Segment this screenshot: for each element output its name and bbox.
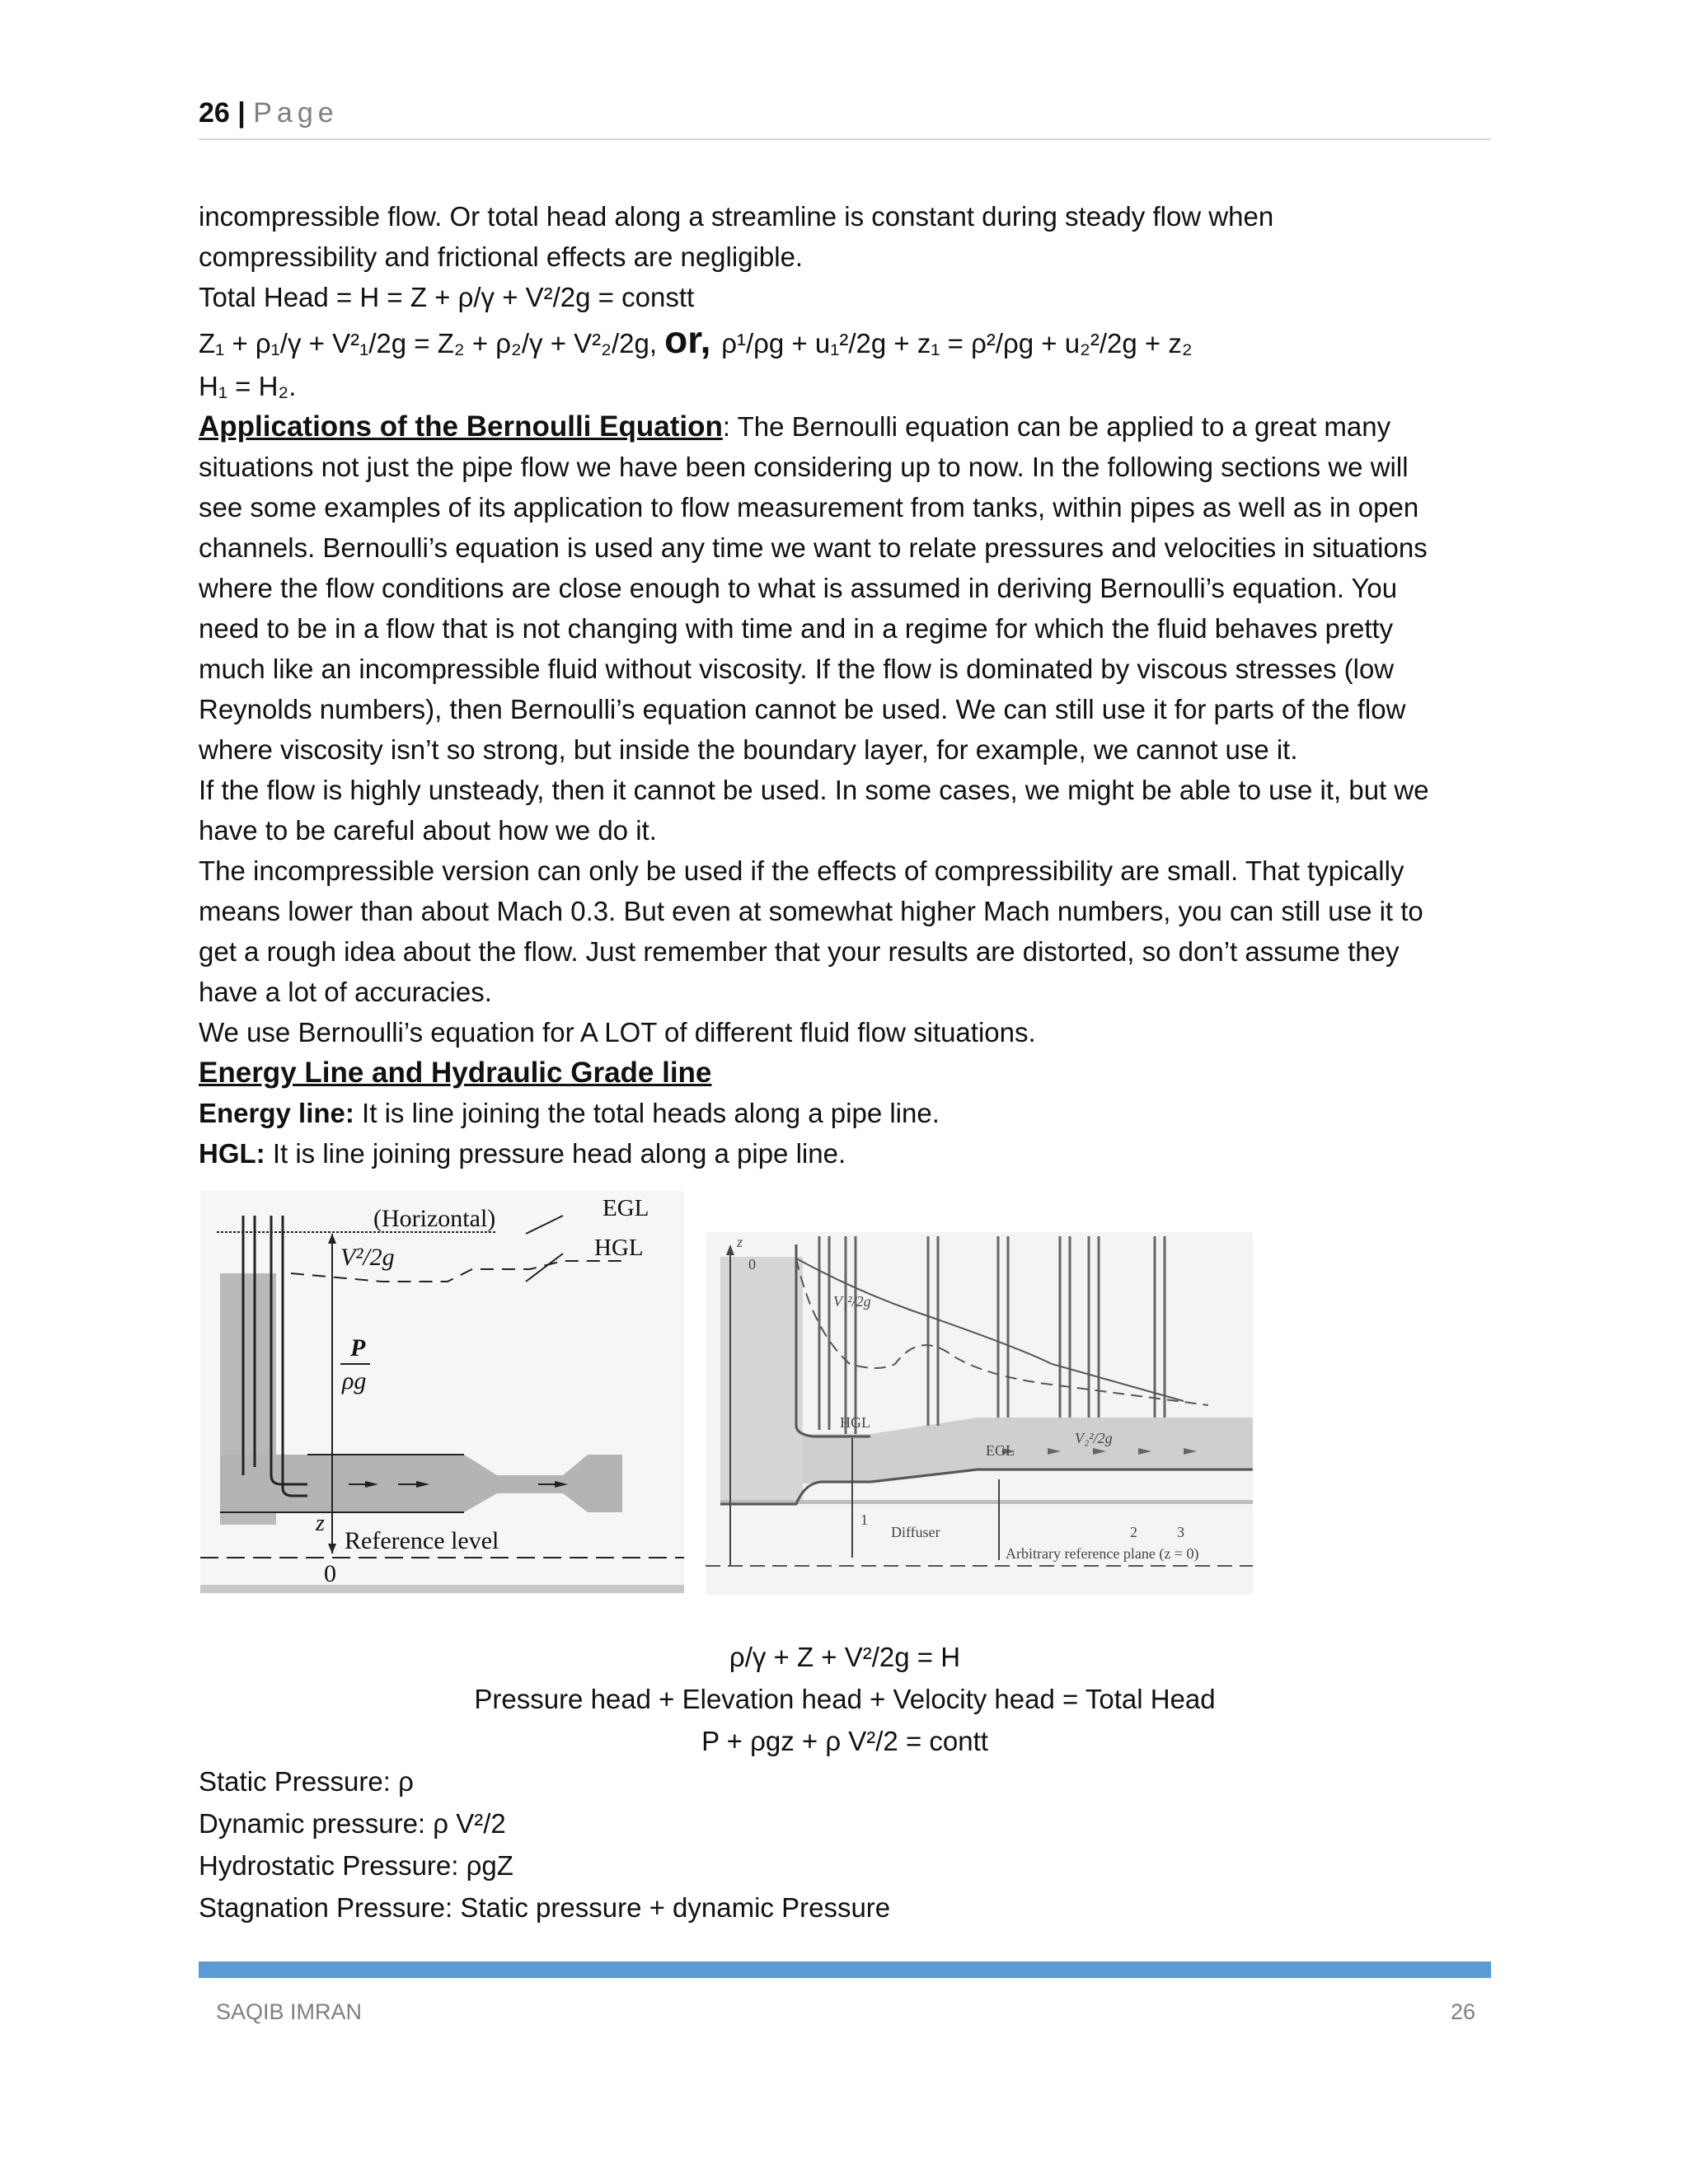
bernoulli-equation xyxy=(199,317,1501,366)
hgl-label: HGL xyxy=(594,1235,644,1261)
footer-bar xyxy=(199,1961,1491,1978)
energy-line-text: It is line joining the total heads along a pipe line. xyxy=(354,1098,940,1128)
energy-line-definition xyxy=(199,1093,1501,1133)
paragraph-line: compressibility and frictional effects are negligible. xyxy=(199,241,804,272)
diffuser-label: Diffuser xyxy=(891,1524,940,1540)
paragraph-line: We use Bernoulli’s equation for A LOT of different fluid flow situations. xyxy=(199,1017,1036,1047)
pressure-equation: P + ρgz + ρ V²/2 = contt xyxy=(701,1726,988,1756)
paragraph-line: channels. Bernoulli’s equation is used any time we want to relate pressures and velocities in situations xyxy=(199,532,1428,563)
applications-heading: Applications of the Bernoulli Equation xyxy=(199,410,723,443)
z-axis-label: z xyxy=(737,1234,743,1250)
equation-or: or, xyxy=(664,318,722,361)
footer-author: SAQIB IMRAN xyxy=(216,1999,363,2024)
energy-line-label: Energy line: xyxy=(199,1098,354,1128)
egl-hgl-heading: Energy Line and Hydraulic Grade line xyxy=(199,1057,712,1089)
paragraph-line: situations not just the pipe flow we have been considering up to now. In the following sections we will xyxy=(199,452,1409,482)
zero-label: 0 xyxy=(748,1256,756,1272)
header-page-number: 26 xyxy=(199,97,230,129)
egl-label: EGL xyxy=(986,1442,1015,1459)
egl-hgl-pipe-figure xyxy=(200,1191,684,1595)
paragraph-line: much like an incompressible fluid without viscosity. If the flow is dominated by viscous stresses (low xyxy=(199,654,1395,684)
paragraph-line: incompressible flow. Or total head along a streamline is constant during steady flow when xyxy=(199,201,1274,232)
body-text xyxy=(199,196,1501,1174)
head-equation: ρ/γ + Z + V²/2g = H xyxy=(729,1642,961,1672)
paragraph-line: see some examples of its application to flow measurement from tanks, within pipes as well as in open xyxy=(199,492,1419,523)
stagnation-pressure: Stagnation Pressure: Static pressure + dynamic Pressure xyxy=(199,1892,891,1923)
paragraph-line: means lower than about Mach 0.3. But even at somewhat higher Mach numbers, you can still use it to xyxy=(199,896,1423,926)
figure-bottom-rule xyxy=(200,1585,684,1593)
horizontal-label: (Horizontal) xyxy=(373,1205,496,1232)
applications-paragraph-first-line xyxy=(199,406,1501,447)
section-2-label: 2 xyxy=(1130,1524,1137,1540)
pressure-head-numerator: P xyxy=(350,1334,366,1361)
datum-zero-label: 0 xyxy=(324,1560,336,1587)
paragraph-line: : The Bernoulli equation can be applied to a great many xyxy=(722,411,1391,442)
paragraph-line: need to be in a flow that is not changing with time and in a regime for which the fluid behaves pretty xyxy=(199,613,1394,644)
header-page-word: Page xyxy=(253,97,339,129)
tank-bottom xyxy=(720,1500,1253,1504)
paragraph-line: The incompressible version can only be used if the effects of compressibility are small. That typically xyxy=(199,855,1404,886)
section-1-label: 1 xyxy=(860,1511,868,1528)
section-3-label: 3 xyxy=(1177,1524,1184,1540)
head-summary xyxy=(199,1636,1491,1762)
header-separator: | xyxy=(229,97,254,129)
paragraph-line: where viscosity isn’t so strong, but inside the boundary layer, for example, we cannot use it. xyxy=(199,734,1298,765)
hgl-label: HGL: xyxy=(199,1138,265,1169)
footer-page-number: 26 xyxy=(1450,1999,1475,2024)
paragraph-line: have a lot of accuracies. xyxy=(199,977,492,1007)
v1-head-label: V₁²/2g xyxy=(833,1293,871,1310)
tank-water xyxy=(720,1257,803,1500)
paragraph-line: If the flow is highly unsteady, then it cannot be used. In some cases, we might be able to use it, but we xyxy=(199,775,1429,805)
equation-left: Z₁ + ρ₁/γ + V²₁/2g = Z₂ + ρ₂/γ + V²₂/2g, xyxy=(199,328,665,359)
page-header xyxy=(199,97,1491,140)
paragraph-line: get a rough idea about the flow. Just remember that your results are distorted, so don’t assume they xyxy=(199,936,1400,967)
dynamic-pressure: Dynamic pressure: ρ V²/2 xyxy=(199,1808,506,1839)
paragraph-line: have to be careful about how we do it. xyxy=(199,815,657,846)
hgl-text: It is line joining pressure head along a pipe line. xyxy=(265,1138,846,1169)
reference-level-label: Reference level xyxy=(345,1527,499,1554)
diffuser-egl-hgl-figure xyxy=(706,1232,1253,1595)
reference-plane-label: Arbitrary reference plane (z = 0) xyxy=(1006,1545,1199,1562)
hgl-definition xyxy=(199,1133,1501,1174)
equation-right: ρ¹/ρg + u₁²/2g + z₁ = ρ²/ρg + u₂²/2g + z₂ xyxy=(721,328,1193,359)
hgl-label: HGL xyxy=(840,1414,870,1431)
paragraph-line: where the flow conditions are close enough to what is assumed in deriving Bernoulli’s equation. You xyxy=(199,573,1398,603)
paragraph-line: Reynolds numbers), then Bernoulli’s equation cannot be used. We can still use it for parts of the flow xyxy=(199,694,1406,724)
head-equality: H₁ = H₂. xyxy=(199,371,297,401)
head-words: Pressure head + Elevation head + Velocity head = Total Head xyxy=(474,1684,1216,1714)
elevation-z-label: z xyxy=(316,1511,325,1536)
static-pressure: Static Pressure: ρ xyxy=(199,1766,414,1797)
egl-label: EGL xyxy=(603,1195,649,1221)
pressure-definitions xyxy=(199,1760,1491,1929)
hydrostatic-pressure: Hydrostatic Pressure: ρgZ xyxy=(199,1850,513,1881)
v2-head-label: V₂²/2g xyxy=(1075,1430,1113,1446)
velocity-head-label: V²/2g xyxy=(340,1244,395,1271)
total-head-equation: Total Head = H = Z + ρ/γ + V²/2g = constt xyxy=(199,282,695,312)
pressure-head-denominator: ρg xyxy=(342,1367,367,1394)
